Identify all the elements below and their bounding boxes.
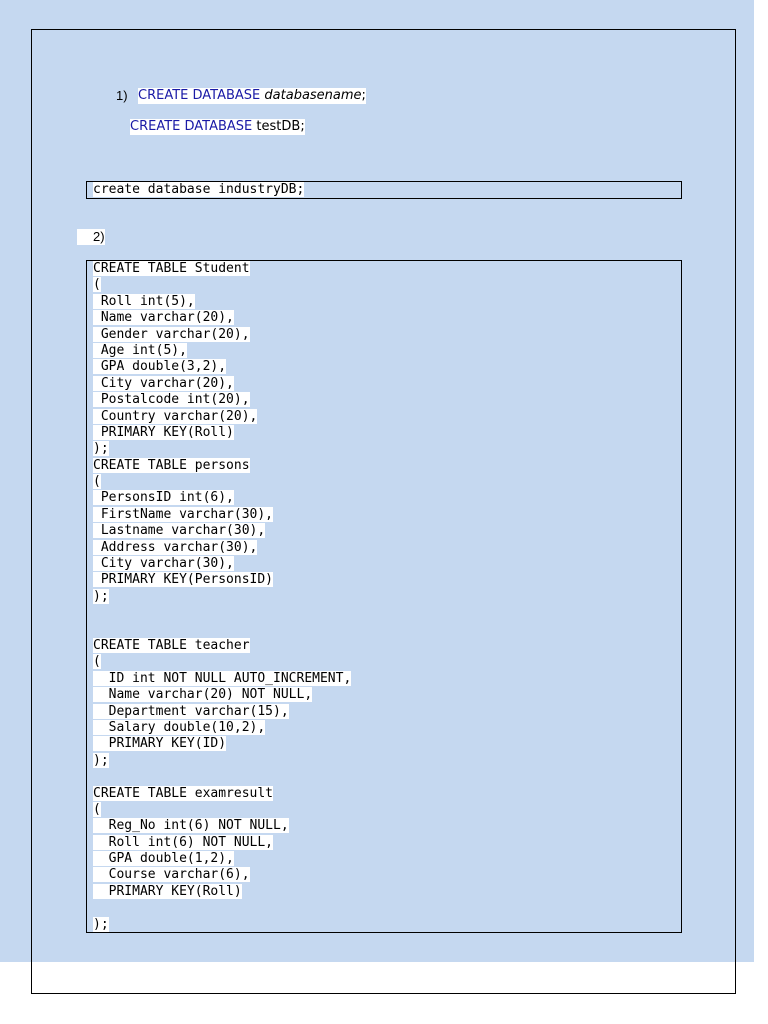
code-line [93, 671, 351, 687]
code-text: ( [93, 474, 101, 490]
sql-code-block [93, 261, 351, 933]
answer-2-box [86, 260, 682, 933]
code-line [93, 851, 351, 867]
code-text: ( [93, 654, 101, 670]
code-text: Age int(5), [93, 342, 187, 358]
code-line [93, 556, 351, 572]
code-text: Roll int(6) NOT NULL, [93, 834, 274, 850]
code-text: Postalcode int(20), [93, 392, 250, 408]
code-line [93, 720, 351, 736]
semicolon: ; [300, 119, 305, 134]
code-line [93, 409, 351, 425]
code-line [93, 425, 351, 441]
code-text: Department varchar(15), [93, 703, 289, 719]
code-text: PRIMARY KEY(Roll) [93, 883, 242, 899]
code-text: ); [93, 752, 109, 768]
code-line [93, 572, 351, 588]
code-text: GPA double(3,2), [93, 359, 227, 375]
code-line [93, 622, 351, 638]
code-text: CREATE TABLE persons [93, 457, 250, 473]
code-text: PRIMARY KEY(PersonsID) [93, 572, 274, 588]
code-text: GPA double(1,2), [93, 851, 234, 867]
code-text: Course varchar(6), [93, 867, 250, 883]
code-line [93, 917, 351, 933]
code-line [93, 654, 351, 670]
code-line [93, 540, 351, 556]
code-line [93, 359, 351, 375]
code-line [93, 736, 351, 752]
code-line [93, 589, 351, 605]
code-text: Name varchar(20), [93, 310, 234, 326]
code-text: ); [93, 441, 109, 457]
code-text: Roll int(5), [93, 293, 195, 309]
code-text: PersonsID int(6), [93, 490, 234, 506]
code-text: ID int NOT NULL AUTO_INCREMENT, [93, 670, 352, 686]
code-line [93, 277, 351, 293]
code-line [93, 605, 351, 621]
code-line [93, 490, 351, 506]
code-line [93, 884, 351, 900]
section-2-number: 2) [77, 229, 105, 245]
code-line [93, 474, 351, 490]
code-line [93, 704, 351, 720]
code-text: Gender varchar(20), [93, 326, 250, 342]
code-line [93, 523, 351, 539]
code-text: Reg_No int(6) NOT NULL, [93, 818, 289, 834]
code-line [93, 261, 351, 277]
code-text: Address varchar(30), [93, 539, 258, 555]
code-text: CREATE TABLE Student [93, 261, 250, 276]
code-text: ( [93, 277, 101, 293]
section-1-number: 1) [116, 88, 128, 103]
code-line [93, 638, 351, 654]
code-line [93, 327, 351, 343]
code-text: Name varchar(20) NOT NULL, [93, 687, 313, 703]
code-line [93, 786, 351, 802]
code-text: CREATE TABLE examresult [93, 785, 274, 801]
code-text: ); [93, 588, 109, 604]
keyword: CREATE DATABASE [130, 119, 253, 134]
code-text: ); [93, 916, 109, 932]
code-line [93, 769, 351, 785]
code-line [93, 802, 351, 818]
code-text: Lastname varchar(30), [93, 523, 266, 539]
code-line [93, 294, 351, 310]
code-line [93, 458, 351, 474]
code-line [93, 835, 351, 851]
code-line [93, 392, 351, 408]
code-line [93, 310, 351, 326]
code-text: City varchar(20), [93, 375, 234, 391]
create-database-example [130, 119, 305, 135]
code-text: PRIMARY KEY(ID) [93, 736, 227, 752]
database-name: testDB [256, 119, 301, 134]
code-line [93, 376, 351, 392]
code-line [93, 753, 351, 769]
code-line [93, 818, 351, 834]
code-line [93, 441, 351, 457]
code-text: CREATE TABLE teacher [93, 637, 250, 653]
semicolon: ; [361, 88, 366, 103]
code-line [93, 867, 351, 883]
placeholder-name: databasename [264, 88, 362, 103]
code-text: Country varchar(20), [93, 408, 258, 424]
code-line [93, 343, 351, 359]
answer-1-box [86, 181, 682, 199]
create-database-syntax [138, 88, 366, 104]
answer-1-code: create database industryDB; [93, 182, 305, 197]
code-text: City varchar(30), [93, 556, 234, 572]
code-text: PRIMARY KEY(Roll) [93, 424, 234, 440]
code-line [93, 687, 351, 703]
keyword: CREATE DATABASE [138, 88, 261, 103]
code-text: ( [93, 801, 101, 817]
code-text: Salary double(10,2), [93, 719, 266, 735]
code-text: FirstName varchar(30), [93, 506, 274, 522]
code-line [93, 507, 351, 523]
code-line [93, 900, 351, 916]
